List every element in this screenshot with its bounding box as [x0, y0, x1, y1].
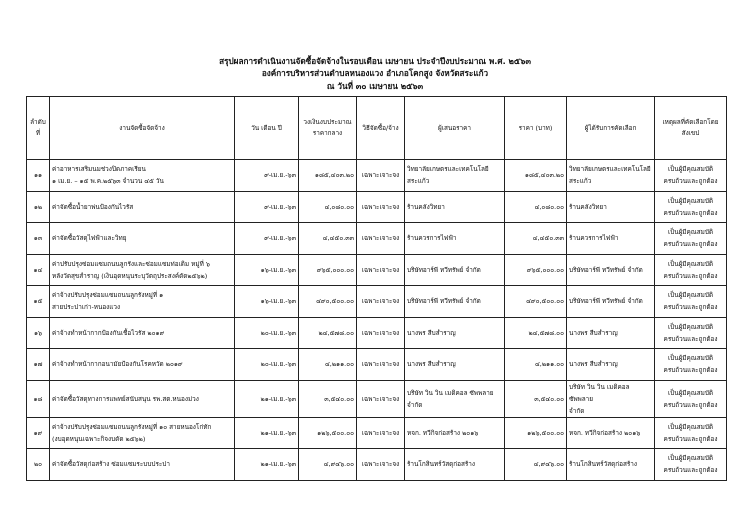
- table-row: [27, 191, 727, 223]
- row-reason-text: ครบถ้วนและถูกต้อง: [663, 434, 718, 443]
- row-bidder-text: ร้านคลังวิทยา: [407, 202, 445, 211]
- row-reason: [655, 191, 727, 223]
- row-item: [50, 380, 235, 417]
- row-bidder: [405, 349, 505, 381]
- row-bidder-text: บริษัท วิน วิน เมดิคอล ซัพพลาย: [407, 388, 494, 397]
- row-winner: [567, 191, 655, 223]
- row-number-text: ๒๐: [33, 460, 43, 469]
- row-price: [505, 349, 567, 381]
- row-bidder-text: บริษัทอาร์พี ทวีทรัพย์ จำกัด: [407, 297, 481, 306]
- row-reason-text: เป็นผู้มีคุณสมบัติ: [667, 228, 714, 237]
- row-reason-text: เป็นผู้มีคุณสมบัติ: [667, 291, 714, 300]
- row-date-text: ๒๑-เม.ย.-๖๓: [260, 428, 296, 437]
- row-date-text: ๙-เม.ย.-๖๓: [264, 234, 296, 243]
- row-item: [50, 160, 235, 192]
- row-budget: [299, 223, 357, 255]
- row-date: [235, 223, 299, 255]
- row-date-text: ๙-เม.ย.-๖๓: [264, 171, 296, 180]
- row-price-text: ๔,๔๕๐.๓๓: [532, 234, 564, 243]
- row-winner-text: บริษัทอาร์พี ทวีทรัพย์ จำกัด: [569, 297, 643, 306]
- row-budget-text: ๒๔,๕๗๘.๐๐: [318, 328, 354, 337]
- row-method-text: เฉพาะเจาะจง: [361, 171, 400, 180]
- row-number-text: ๑๘: [33, 394, 43, 403]
- row-date: [235, 286, 299, 318]
- row-price: [505, 160, 567, 192]
- table-row: [27, 223, 727, 255]
- row-item-text: (งบอุดหนุนเฉพาะกิจงบดัด ๒๕๖๒): [52, 434, 146, 443]
- row-price: [505, 449, 567, 481]
- row-reason: [655, 254, 727, 286]
- row-number-text: ๑๗: [33, 360, 43, 369]
- row-date-text: ๑๖-เม.ย.-๖๓: [260, 297, 296, 306]
- col-header-no: ลำดับที่: [27, 97, 50, 160]
- row-bidder: [405, 449, 505, 481]
- row-winner-text: จำกัด: [569, 406, 585, 415]
- row-item-text: ค่าอาหารเสริมนมช่วงปิดภาคเรียน: [52, 165, 146, 174]
- row-item: [50, 254, 235, 286]
- row-item-text: หลังวัดสุขสำราญ (เงินอุดหนุนระบุวัตถุประสงค์ดัด๒๕๖๒): [52, 271, 208, 280]
- row-method-text: เฉพาะเจาะจง: [361, 428, 400, 437]
- table-row: [27, 349, 727, 381]
- row-item-text: ค่าปรับปรุงซ่อมแซมถนนลูกรังและซ่อมแซมท่อเดิม หมู่ที่ ๖: [52, 259, 210, 268]
- table-row: [27, 317, 727, 349]
- row-price: [505, 317, 567, 349]
- row-reason-text: เป็นผู้มีคุณสมบัติ: [667, 354, 714, 363]
- row-item: [50, 286, 235, 318]
- row-number-text: ๑๓: [33, 234, 43, 243]
- row-price: [505, 380, 567, 417]
- row-budget-text: ๔,๙๔๖.๐๐: [323, 460, 354, 469]
- row-reason-text: ครบถ้วนและถูกต้อง: [663, 240, 718, 249]
- row-winner: [567, 254, 655, 286]
- col-header-budget: วงเงินงบประมาณราคากลาง: [299, 97, 357, 160]
- row-method-text: เฉพาะเจาะจง: [361, 202, 400, 211]
- row-date: [235, 254, 299, 286]
- col-header-price: ราคา (บาท): [505, 97, 567, 160]
- row-winner: [567, 160, 655, 192]
- row-budget-text: ๓,๕๔๐.๐๐: [324, 394, 354, 403]
- row-price-text: ๔,๙๔๖.๐๐: [533, 460, 564, 469]
- row-date-text: ๙-เม.ย.-๖๓: [264, 202, 296, 211]
- row-item-text: ค่าจ้างทำหน้ากากป้องกันเชื้อไวรัส ๒๐๑๙: [52, 328, 165, 337]
- row-price: [505, 223, 567, 255]
- row-reason-text: ครบถ้วนและถูกต้อง: [663, 303, 718, 312]
- row-method: [357, 223, 405, 255]
- row-item: [50, 449, 235, 481]
- report-date: ณ วันที่ ๓๐ เมษายน ๒๕๖๓: [326, 81, 424, 91]
- row-winner: [567, 223, 655, 255]
- row-item-text: ค่าจัดซื้อน้ำยาพ่นป้องกันไวรัส: [52, 202, 134, 211]
- row-budget-text: ๙๖๕,๐๐๐.๐๐: [316, 265, 354, 274]
- row-number: [27, 449, 50, 481]
- row-winner: [567, 286, 655, 318]
- row-budget-text: ๔,๔๕๐.๓๓: [322, 234, 354, 243]
- row-winner: [567, 417, 655, 449]
- row-date: [235, 449, 299, 481]
- row-winner-text: ร้านคลังวิทยา: [569, 202, 607, 211]
- row-item-text: ค่าจ้างทำหน้ากากอนามัยป้องกันโรคหวัด ๒๐๑๙: [52, 360, 183, 369]
- row-item: [50, 191, 235, 223]
- row-number: [27, 160, 50, 192]
- col-header-date: วัน เดือน ปี: [235, 97, 299, 160]
- row-date: [235, 191, 299, 223]
- row-reason-text: ครบถ้วนและถูกต้อง: [663, 208, 718, 217]
- row-price-text: ๑๘๕,๔๐๓.๒๐: [524, 171, 564, 180]
- row-winner-text: วิทยาลัยเกษตรและเทคโนโลยี: [569, 165, 651, 174]
- row-method: [357, 317, 405, 349]
- row-bidder-text: นางพร สืบสำราญ: [407, 360, 456, 369]
- row-price: [505, 191, 567, 223]
- row-price-text: ๒๔,๕๗๘.๐๐: [528, 328, 564, 337]
- row-method: [357, 254, 405, 286]
- row-method-text: เฉพาะเจาะจง: [361, 394, 400, 403]
- row-reason-text: ครบถ้วนและถูกต้อง: [663, 334, 718, 343]
- row-date: [235, 417, 299, 449]
- row-item-text: ค่าจัดซื้อวัสดุไฟฟ้าและวิทยุ: [52, 234, 127, 243]
- row-date-text: ๒๑-เม.ย.-๖๓: [260, 394, 296, 403]
- row-item-text: ค่าจัดซื้อวัสดุก่อสร้าง ซ่อมแซมระบบประปา: [52, 460, 170, 469]
- row-number: [27, 191, 50, 223]
- col-header-method: วิธีจัดซื้อ/จ้าง: [357, 97, 405, 160]
- row-bidder: [405, 317, 505, 349]
- row-reason-text: เป็นผู้มีคุณสมบัติ: [667, 322, 714, 331]
- row-bidder: [405, 160, 505, 192]
- col-header-bidder: ผู้เสนอราคา: [405, 97, 505, 160]
- row-reason-text: เป็นผู้มีคุณสมบัติ: [667, 422, 714, 431]
- row-reason: [655, 286, 727, 318]
- row-method: [357, 160, 405, 192]
- row-number: [27, 349, 50, 381]
- row-method: [357, 349, 405, 381]
- row-method-text: เฉพาะเจาะจง: [361, 328, 400, 337]
- row-reason-text: เป็นผู้มีคุณสมบัติ: [667, 165, 714, 174]
- row-bidder-text: ร้านโกสินทร์วัสดุก่อสร้าง: [407, 460, 475, 469]
- row-number: [27, 417, 50, 449]
- row-budget: [299, 160, 357, 192]
- report-title: สรุปผลการดำเนินงานจัดซื้อจัดจ้างในรอบเดือน เมษายน ประจำปีงบประมาณ พ.ศ. ๒๕๖๓: [219, 56, 531, 66]
- row-bidder: [405, 191, 505, 223]
- row-item-text: ๑ เม.ย. – ๑๕ พ.ค.๒๕๖๓ จำนวน ๔๕ วัน: [52, 177, 164, 186]
- table-row: [27, 286, 727, 318]
- row-reason: [655, 160, 727, 192]
- row-item: [50, 223, 235, 255]
- row-price-text: ๔,๒๑๑.๐๐: [534, 360, 564, 369]
- row-reason-text: ครบถ้วนและถูกต้อง: [663, 271, 718, 280]
- row-reason: [655, 349, 727, 381]
- row-bidder: [405, 223, 505, 255]
- row-winner-text: บริษัทอาร์พี ทวีทรัพย์ จำกัด: [569, 265, 643, 274]
- row-winner-text: นางพร สืบสำราญ: [569, 328, 618, 337]
- row-bidder: [405, 380, 505, 417]
- row-reason-text: ครบถ้วนและถูกต้อง: [663, 366, 718, 375]
- row-budget: [299, 286, 357, 318]
- row-reason-text: ครบถ้วนและถูกต้อง: [663, 177, 718, 186]
- row-reason-text: เป็นผู้มีคุณสมบัติ: [667, 259, 714, 268]
- row-bidder: [405, 254, 505, 286]
- row-reason: [655, 223, 727, 255]
- row-price-text: ๑๒๖,๕๐๐.๐๐: [527, 428, 564, 437]
- row-number-text: ๑๒: [33, 202, 43, 211]
- row-budget: [299, 191, 357, 223]
- row-number: [27, 317, 50, 349]
- row-winner: [567, 449, 655, 481]
- row-reason: [655, 380, 727, 417]
- row-method: [357, 449, 405, 481]
- row-item: [50, 317, 235, 349]
- row-budget: [299, 380, 357, 417]
- row-number: [27, 223, 50, 255]
- col-header-item: งานจัดซื้อจัดจ้าง: [50, 97, 235, 160]
- row-winner-text: ร้านโกสินทร์วัสดุก่อสร้าง: [569, 460, 637, 469]
- row-budget: [299, 449, 357, 481]
- row-budget: [299, 317, 357, 349]
- row-winner: [567, 380, 655, 417]
- row-number: [27, 380, 50, 417]
- row-price-text: ๓,๕๔๐.๐๐: [534, 394, 564, 403]
- row-budget-text: ๔,๐๘๐.๐๐: [324, 202, 354, 211]
- organization-name: องค์การบริหารส่วนตำบลหนองแวง อำเภอโคกสูง จังหวัดสระแก้ว: [261, 68, 489, 78]
- row-number-text: ๑๙: [33, 428, 43, 437]
- row-budget-text: ๑๒๖,๕๐๐.๐๐: [317, 428, 354, 437]
- row-reason-text: เป็นผู้มีคุณสมบัติ: [667, 388, 714, 397]
- row-method: [357, 380, 405, 417]
- row-bidder: [405, 417, 505, 449]
- row-item: [50, 417, 235, 449]
- row-date-text: ๒๐-เม.ย.-๖๓: [260, 328, 296, 337]
- row-method: [357, 417, 405, 449]
- row-reason: [655, 417, 727, 449]
- row-winner-text: นางพร สืบสำราญ: [569, 360, 618, 369]
- row-reason-text: ครบถ้วนและถูกต้อง: [663, 400, 718, 409]
- table-row: [27, 417, 727, 449]
- row-bidder-text: หจก. ทวีกิจก่อสร้าง ๒๐๑๖: [407, 428, 479, 437]
- row-number-text: ๑๖: [33, 328, 43, 337]
- row-bidder-text: นางพร สืบสำราญ: [407, 328, 456, 337]
- row-reason-text: เป็นผู้มีคุณสมบัติ: [667, 454, 714, 463]
- row-reason: [655, 317, 727, 349]
- row-winner-text: หจก. ทวีกิจก่อสร้าง ๒๐๑๖: [569, 428, 641, 437]
- row-number: [27, 254, 50, 286]
- row-budget: [299, 417, 357, 449]
- row-date-text: ๑๖-เม.ย.-๖๓: [260, 265, 296, 274]
- row-method-text: เฉพาะเจาะจง: [361, 265, 400, 274]
- col-header-winner: ผู้ได้รับการคัดเลือก: [567, 97, 655, 160]
- row-date: [235, 349, 299, 381]
- row-budget-text: ๔๙๐,๕๐๐.๐๐: [316, 297, 354, 306]
- table-row: [27, 449, 727, 481]
- row-bidder-text: ร้านควรการไฟฟ้า: [407, 234, 457, 243]
- row-number-text: ๑๑: [33, 171, 43, 180]
- row-bidder-text: จำกัด: [407, 400, 423, 409]
- row-method-text: เฉพาะเจาะจง: [361, 234, 400, 243]
- row-method: [357, 286, 405, 318]
- procurement-table: [26, 96, 727, 481]
- row-date-text: ๒๐-เม.ย.-๖๓: [260, 360, 296, 369]
- row-reason-text: ครบถ้วนและถูกต้อง: [663, 466, 718, 475]
- row-item-text: ค่าจ้างปรับปรุงซ่อมแซมถนนลูกรังหมู่ที่ ๑: [52, 291, 164, 300]
- row-date: [235, 380, 299, 417]
- row-price: [505, 417, 567, 449]
- row-item-text: สายประปาเก่า-หนองแวง: [52, 303, 121, 312]
- table-header-row: [27, 97, 727, 160]
- row-price-text: ๙๖๕,๐๐๐.๐๐: [526, 265, 564, 274]
- row-item: [50, 349, 235, 381]
- row-price: [505, 254, 567, 286]
- row-bidder-text: วิทยาลัยเกษตรและเทคโนโลยี: [407, 165, 489, 174]
- row-bidder: [405, 286, 505, 318]
- row-price: [505, 286, 567, 318]
- row-number: [27, 286, 50, 318]
- row-winner-text: บริษัท วิน วิน เมดิคอล ซัพพลาย: [569, 382, 630, 403]
- row-date-text: ๒๑-เม.ย.-๖๓: [260, 460, 296, 469]
- table-row: [27, 160, 727, 192]
- row-price-text: ๔๙๐,๕๐๐.๐๐: [526, 297, 564, 306]
- row-winner: [567, 349, 655, 381]
- table-row: [27, 254, 727, 286]
- row-price-text: ๔,๐๘๐.๐๐: [534, 202, 564, 211]
- row-item-text: ค่าจ้างปรับปรุงซ่อมแซมถนนลูกรังหมู่ที่ ๑๐ สายหนองโก่ทัก: [52, 422, 212, 431]
- row-budget: [299, 349, 357, 381]
- row-winner-text: ร้านควรการไฟฟ้า: [569, 234, 619, 243]
- row-reason: [655, 449, 727, 481]
- row-winner: [567, 317, 655, 349]
- row-method: [357, 191, 405, 223]
- row-winner-text: สระแก้ว: [569, 177, 592, 186]
- row-reason-text: เป็นผู้มีคุณสมบัติ: [667, 196, 714, 205]
- row-budget-text: ๑๘๕,๔๐๓.๒๐: [314, 171, 354, 180]
- row-number-text: ๑๔: [33, 265, 43, 274]
- row-bidder-text: บริษัทอาร์พี ทวีทรัพย์ จำกัด: [407, 265, 481, 274]
- row-date: [235, 317, 299, 349]
- row-number-text: ๑๕: [33, 297, 43, 306]
- row-method-text: เฉพาะเจาะจง: [361, 297, 400, 306]
- row-method-text: เฉพาะเจาะจง: [361, 360, 400, 369]
- table-row: [27, 380, 727, 417]
- row-method-text: เฉพาะเจาะจง: [361, 460, 400, 469]
- row-item-text: ค่าจัดซื้อวัสดุทางการแพทย์สนับสนุน รพ.สต.หนองม่วง: [52, 394, 199, 403]
- row-budget-text: ๔,๒๑๑.๐๐: [324, 360, 354, 369]
- row-date: [235, 160, 299, 192]
- col-header-reason: เหตุผลที่คัดเลือกโดยสังเขป: [655, 97, 727, 160]
- row-bidder-text: สระแก้ว: [407, 177, 430, 186]
- row-budget: [299, 254, 357, 286]
